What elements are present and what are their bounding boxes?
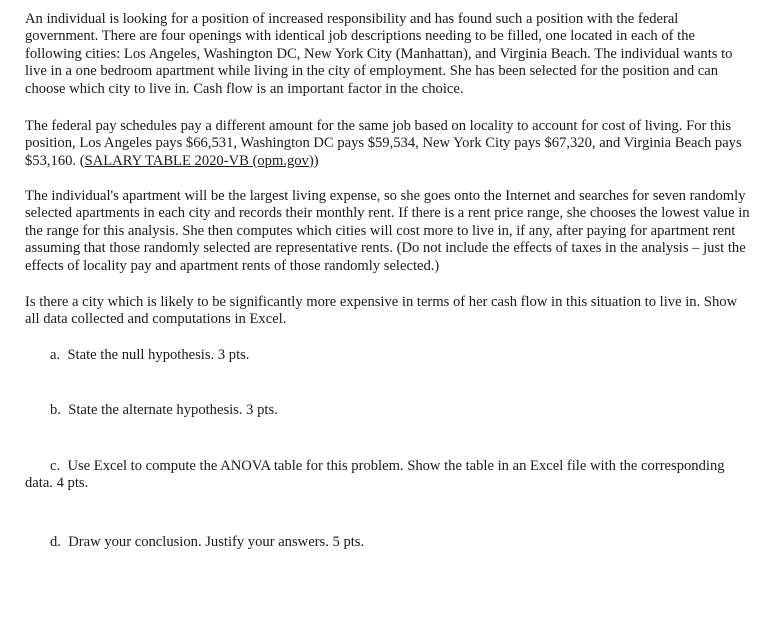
intro-paragraph: An individual is looking for a position of increased responsibility and has found such a position with the federal government. There are four openings with identical job descriptions needing to be filled, one located in each of the following cities: Los Angeles, Washington DC, New York City (Manhattan), and Virginia Beach. The individual wants to live in a one bedroom apartment while living in the city of employment. She has been selected for the position and can choose which city to live in. Cash flow is an important factor in the choice. xyxy=(25,11,733,97)
pay-paragraph xyxy=(25,118,755,170)
question-c xyxy=(25,458,725,493)
question-b xyxy=(50,402,278,419)
question-b-text: State the alternate hypothesis. 3 pts. xyxy=(68,402,278,418)
question-a-text: State the null hypothesis. 3 pts. xyxy=(67,347,250,363)
question-c-marker: c. xyxy=(50,458,61,474)
question-b-marker: b. xyxy=(50,402,61,418)
apartment-paragraph: The individual's apartment will be the largest living expense, so she goes onto the Internet and searches for seven randomly selected apartments in each city and records their monthly rent. If there is a rent price range, she chooses the lowest value in the range for this analysis. She then computes which cities will cost more to live in, if any, after paying for apartment rent assuming that those randomly selected are representative rents. (Do not include the effects of taxes in the analysis – just the effects of locality pay and apartment rents of those randomly selected.) xyxy=(25,188,750,274)
question-d-marker: d. xyxy=(50,534,61,550)
question-d-text: Draw your conclusion. Justify your answers. 5 pts. xyxy=(68,534,365,550)
question-c-text: Use Excel to compute the ANOVA table for this problem. Show the table in an Excel file with the corresponding data. 4 pts. xyxy=(25,458,725,492)
question-a xyxy=(50,347,249,364)
question-paragraph: Is there a city which is likely to be significantly more expensive in terms of her cash flow in this situation to live in. Show all data collected and computations in Excel. xyxy=(25,294,738,328)
pay-paragraph-text: The federal pay schedules pay a different amount for the same job based on locality to account for cost of living. For this position, Los Angeles pays $66,531, Washington DC pays $59,534, New York City pays $67,320, and Virginia Beach pays $53,160. xyxy=(25,118,742,169)
question-a-marker: a. xyxy=(50,347,61,363)
salary-table-link[interactable]: SALARY TABLE 2020-VB (opm.gov) xyxy=(84,152,314,169)
link-close-paren: ) xyxy=(313,152,319,169)
link-open-paren: ( xyxy=(79,152,85,169)
question-d xyxy=(50,534,364,551)
